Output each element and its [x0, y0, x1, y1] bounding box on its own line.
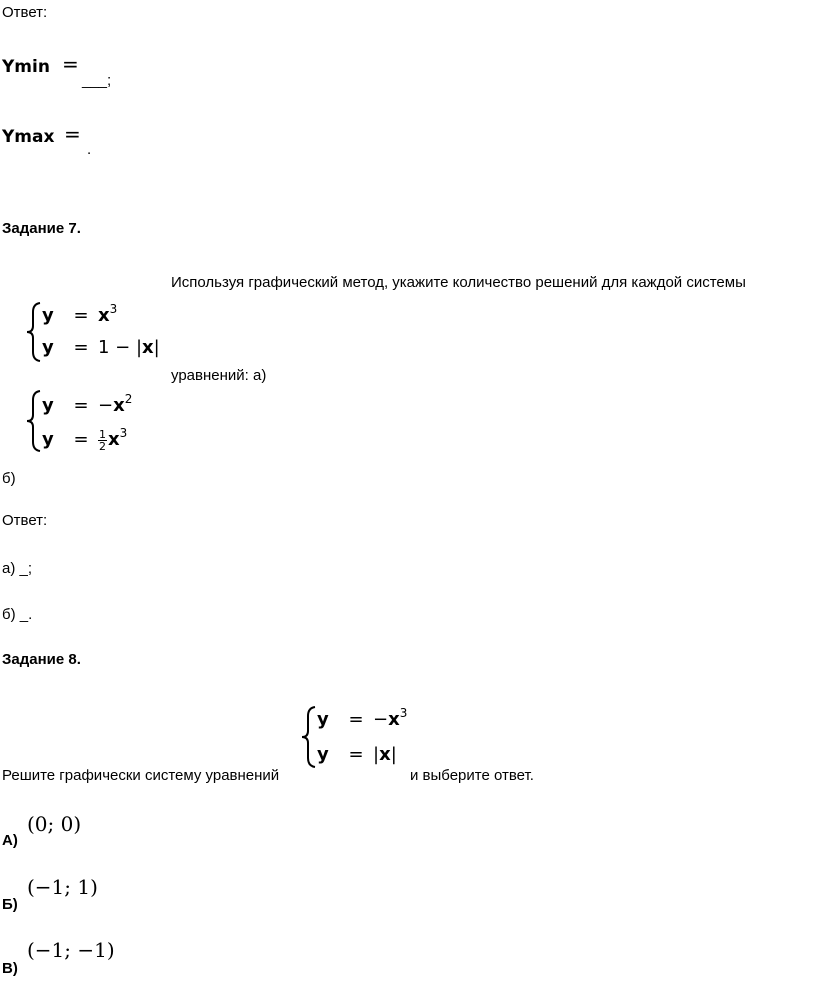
ymin-semicolon: ; — [107, 72, 112, 89]
eq-pre: − — [98, 395, 114, 416]
eq-lhs: y — [42, 305, 54, 326]
task8-title: Задание 8. — [2, 651, 81, 668]
eq-sign: = — [348, 744, 364, 765]
eq-lhs: y — [42, 429, 54, 450]
left-brace-icon — [26, 390, 42, 452]
frac-den: 2 — [99, 439, 106, 453]
eq-var: x — [142, 337, 154, 358]
eq-exp: 3 — [109, 302, 118, 316]
task7-title: Задание 7. — [2, 220, 81, 237]
eq-pre: − — [373, 709, 389, 730]
eq-sign: = — [73, 429, 89, 450]
left-brace-icon — [26, 302, 42, 362]
task8-prompt-after: и выберите ответ. — [410, 767, 534, 784]
eq-lhs: y — [317, 709, 329, 730]
eq-lhs: y — [317, 744, 329, 765]
ymin-blank-line: ___ — [82, 72, 108, 89]
task7-answer-b[interactable]: б) _. — [2, 606, 33, 623]
eq-var: x — [113, 395, 125, 416]
ymin-label: Ymin — [2, 57, 50, 77]
task8-system-row1 — [317, 708, 407, 732]
task7-label-b: б) — [2, 470, 16, 487]
eq-pre: 1 − | — [98, 337, 143, 358]
eq-var: x — [108, 429, 120, 450]
eq-sign: = — [348, 709, 364, 730]
task7-answer-label: Ответ: — [2, 512, 48, 529]
eq-post: | — [390, 744, 397, 765]
eq-exp: 3 — [119, 426, 128, 440]
option-value: (−1; 1) — [27, 875, 98, 899]
fraction-one-half — [98, 429, 107, 452]
answer-label: Ответ: — [2, 4, 48, 21]
eq-sign: = — [73, 305, 89, 326]
eq-exp: 2 — [124, 392, 133, 406]
task8-system-row2 — [317, 743, 397, 767]
system-b-row2 — [42, 428, 127, 452]
option-value: (0; 0) — [27, 812, 82, 836]
system-a-row2 — [42, 336, 160, 360]
frac-num: 1 — [99, 427, 106, 441]
eq-exp: 3 — [399, 706, 408, 720]
task8-prompt-before: Решите графически систему уравнений — [2, 767, 280, 784]
system-a-row1 — [42, 304, 117, 328]
left-brace-icon — [301, 706, 317, 768]
eq-post: | — [153, 337, 160, 358]
ymax-label: Ymax — [2, 127, 55, 147]
task7-prompt-line1: Используя графический метод, укажите количество решений для каждой системы — [171, 274, 746, 291]
eq-var: x — [98, 305, 110, 326]
ymax-period: . — [87, 141, 92, 158]
task7-answer-a[interactable]: а) _; — [2, 560, 33, 577]
option-letter: А) — [2, 832, 18, 849]
ymin-blank[interactable] — [82, 72, 111, 90]
eq-var: x — [388, 709, 400, 730]
eq-pre: | — [373, 744, 380, 765]
ymax-equals: = — [64, 122, 81, 146]
option-value: (−1; −1) — [27, 938, 115, 962]
eq-lhs: y — [42, 395, 54, 416]
ymin-equals: = — [62, 52, 79, 76]
eq-sign: = — [73, 395, 89, 416]
eq-var: x — [379, 744, 391, 765]
task7-prompt-line2: уравнений: а) — [171, 367, 267, 384]
system-b-row1 — [42, 394, 132, 418]
eq-lhs: y — [42, 337, 54, 358]
eq-sign: = — [73, 337, 89, 358]
option-letter: Б) — [2, 896, 18, 913]
option-letter: В) — [2, 960, 18, 977]
